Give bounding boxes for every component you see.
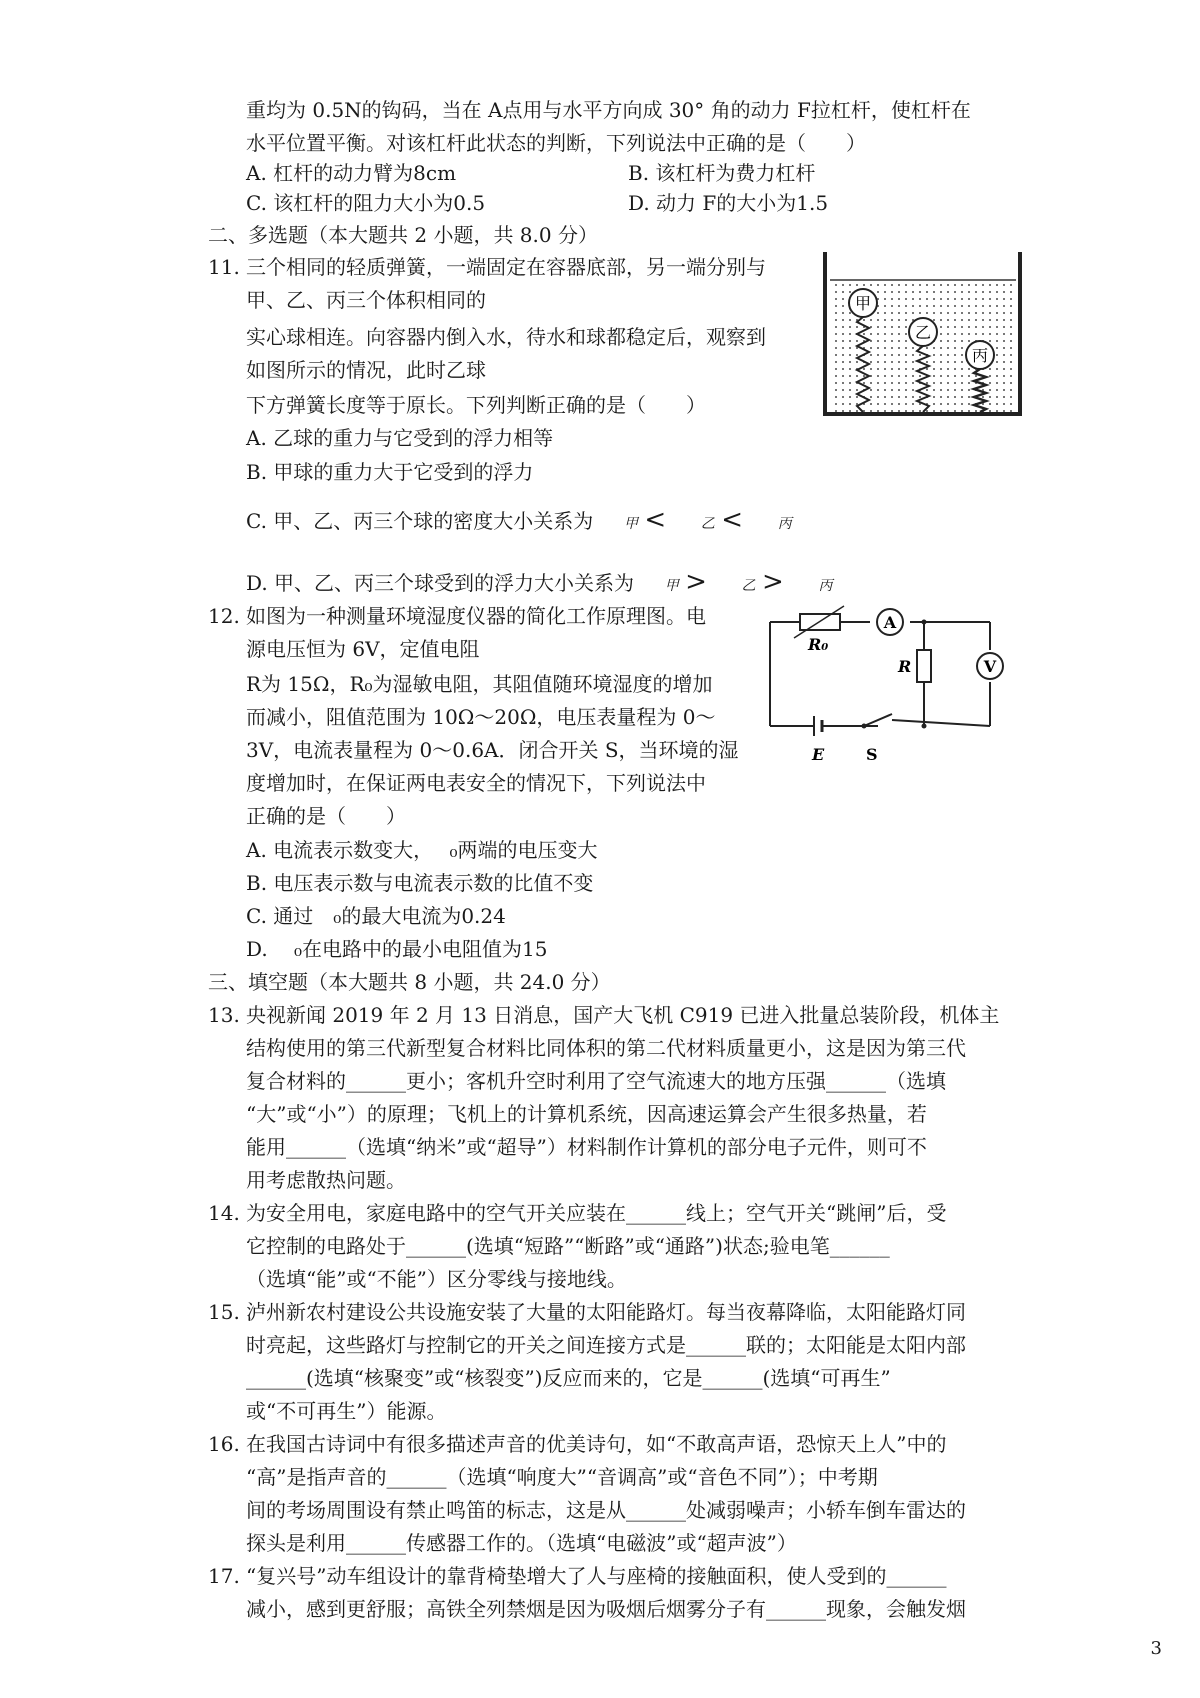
- q11-line-3: 实心球相连。向容器内倒入水，待水和球都稳定后，观察到: [246, 325, 766, 349]
- q16-line-4: 探头是利用______传感器工作的。（选填“电磁波”或“超声波”）: [246, 1531, 797, 1555]
- q11-option-d-operator-2: >: [762, 567, 784, 597]
- q16-line-2: “高”是指声音的______（选填“响度大”“音调高”或“音色不同”）；中考期: [246, 1465, 878, 1489]
- q14-number: 14.: [208, 1201, 240, 1225]
- q15-line-3: ______(选填“核聚变”或“核裂变”)反应而来的，它是______(选填“可再生”: [246, 1366, 891, 1390]
- q12-line-4: 而减小，阻值范围为 10Ω～20Ω，电压表量程为 0～: [246, 705, 716, 729]
- q15-line-4: 或“不可再生”）能源。: [246, 1399, 447, 1423]
- battery-label: E: [812, 745, 825, 764]
- q11-option-b: B. 甲球的重力大于它受到的浮力: [246, 460, 534, 484]
- q10-line-2: 水平位置平衡。对该杠杆此状态的判断，下列说法中正确的是（ ）: [246, 131, 866, 155]
- section-multiple-choice-heading: 二、多选题（本大题共 2 小题，共 8.0 分）: [208, 223, 598, 247]
- q12-option-d: D. ₀在电路中的最小电阻值为15: [246, 937, 548, 961]
- resistor-r: [917, 650, 931, 682]
- q10-option-d: D. 动力 F的大小为1.5: [628, 191, 829, 215]
- section-fill-in-heading: 三、填空题（本大题共 8 小题，共 24.0 分）: [208, 970, 611, 994]
- q11-option-c-subscript-1: 甲: [624, 516, 639, 532]
- q12-number: 12.: [208, 604, 240, 628]
- resistor-r-label: R: [898, 657, 912, 676]
- q11-option-d: [246, 568, 833, 600]
- ammeter-label: A: [883, 613, 897, 632]
- q11-option-c-operator-2: <: [721, 505, 744, 535]
- q11-option-c-subscript-3: 丙: [777, 516, 792, 532]
- q12-line-7: 正确的是（ ）: [246, 804, 406, 828]
- q11-line-4: 如图所示的情况，此时乙球: [246, 358, 486, 382]
- q16-line-1: 在我国古诗词中有很多描述声音的优美诗句，如“不敢高声语，恐惊天上人”中的: [246, 1432, 947, 1456]
- q16-number: 16.: [208, 1432, 240, 1456]
- ball-bing-label: 丙: [971, 346, 989, 365]
- q12-line-3: R为 15Ω，R₀为湿敏电阻，其阻值随环境湿度的增加: [246, 672, 713, 696]
- q12-line-2: 源电压恒为 6V，定值电阻: [246, 637, 480, 661]
- q11-option-a: A. 乙球的重力与它受到的浮力相等: [246, 426, 554, 450]
- q13-line-3: 复合材料的______更小；客机升空时利用了空气流速大的地方压强______（选填: [246, 1069, 946, 1093]
- q13-line-4: “大”或“小”）的原理；飞机上的计算机系统，因高速运算会产生很多热量，若: [246, 1102, 927, 1126]
- q11-option-c-subscript-2: 乙: [700, 516, 715, 532]
- q12-line-6: 度增加时，在保证两电表安全的情况下，下列说法中: [246, 771, 706, 795]
- q11-line-2: 甲、乙、丙三个体积相同的: [246, 288, 486, 312]
- q15-line-2: 时亮起，这些路灯与控制它的开关之间连接方式是______联的；太阳能是太阳内部: [246, 1333, 966, 1357]
- q13-line-6: 用考虑散热问题。: [246, 1168, 406, 1192]
- switch-label: S: [866, 745, 878, 764]
- q10-line-1: 重均为 0.5N的钩码，当在 A点用与水平方向成 30° 角的动力 F拉杠杆，使杠杆在: [246, 98, 971, 122]
- q11-line-1: 三个相同的轻质弹簧，一端固定在容器底部，另一端分别与: [246, 255, 766, 279]
- q15-line-1: 泸州新农村建设公共设施安装了大量的太阳能路灯。每当夜幕降临，太阳能路灯同: [246, 1300, 966, 1324]
- q13-number: 13.: [208, 1003, 240, 1027]
- q10-option-b: B. 该杠杆为费力杠杆: [628, 161, 816, 185]
- q17-line-1: “复兴号”动车组设计的靠背椅垫增大了人与座椅的接触面积，使人受到的______: [246, 1564, 947, 1588]
- ball-jia-label: 甲: [854, 294, 872, 313]
- q11-option-d-text: D. 甲、乙、丙三个球受到的浮力大小关系为: [246, 571, 635, 595]
- q11-option-d-subscript-1: 甲: [664, 578, 679, 594]
- q11-option-d-operator-1: >: [685, 567, 707, 597]
- resistor-r0-label: R₀: [808, 635, 829, 654]
- q12-option-a: A. 电流表示数变大， ₀两端的电压变大: [246, 838, 598, 862]
- voltmeter-label: V: [983, 657, 997, 676]
- q13-line-5: 能用______（选填“纳米”或“超导”）材料制作计算机的部分电子元件，则可不: [246, 1135, 927, 1159]
- q12-line-5: 3V，电流表量程为 0～0.6A．闭合开关 S，当环境的湿: [246, 738, 739, 762]
- q10-option-a: A. 杠杆的动力臂为8cm: [246, 161, 457, 185]
- q12-option-c: C. 通过 ₀的最大电流为0.24: [246, 904, 506, 928]
- q10-option-c: C. 该杠杆的阻力大小为0.5: [246, 191, 486, 215]
- q11-number: 11.: [208, 255, 240, 279]
- ball-yi-label: 乙: [914, 323, 932, 342]
- q11-option-c-text: C. 甲、乙、丙三个球的密度大小关系为: [246, 509, 594, 533]
- q12-figure-circuit-diagram: [760, 598, 1032, 768]
- q11-option-d-subscript-2: 乙: [741, 578, 756, 594]
- q17-line-2: 减小，感到更舒服；高铁全列禁烟是因为吸烟后烟雾分子有______现象，会触发烟: [246, 1597, 966, 1621]
- q11-figure-container-diagram: [820, 248, 1025, 420]
- q14-line-2: 它控制的电路处于______(选填“短路”“断路”或“通路”)状态;验电笔______: [246, 1234, 890, 1258]
- q13-line-2: 结构使用的第三代新型复合材料比同体积的第二代材料质量更小，这是因为第三代: [246, 1036, 966, 1060]
- page-number: 3: [1150, 1638, 1162, 1659]
- q14-line-3: （选填“能”或“不能”）区分零线与接地线。: [246, 1267, 627, 1291]
- q15-number: 15.: [208, 1300, 240, 1324]
- q17-number: 17.: [208, 1564, 240, 1588]
- q12-option-b: B. 电压表示数与电流表示数的比值不变: [246, 871, 594, 895]
- switch-blade: [864, 714, 892, 726]
- q11-option-c: [246, 506, 792, 538]
- q12-line-1: 如图为一种测量环境湿度仪器的简化工作原理图。电: [246, 604, 706, 628]
- q11-option-c-operator-1: <: [644, 505, 667, 535]
- q14-line-1: 为安全用电，家庭电路中的空气开关应装在______线上；空气开关“跳闸”后，受: [246, 1201, 947, 1225]
- q11-line-5: 下方弹簧长度等于原长。下列判断正确的是（ ）: [246, 393, 706, 417]
- q16-line-3: 间的考场周围设有禁止鸣笛的标志，这是从______处减弱噪声；小轿车倒车雷达的: [246, 1498, 966, 1522]
- q13-line-1: 央视新闻 2019 年 2 月 13 日消息，国产大飞机 C919 已进入批量总装阶段，机体主: [246, 1003, 1000, 1027]
- q11-option-d-subscript-3: 丙: [818, 578, 833, 594]
